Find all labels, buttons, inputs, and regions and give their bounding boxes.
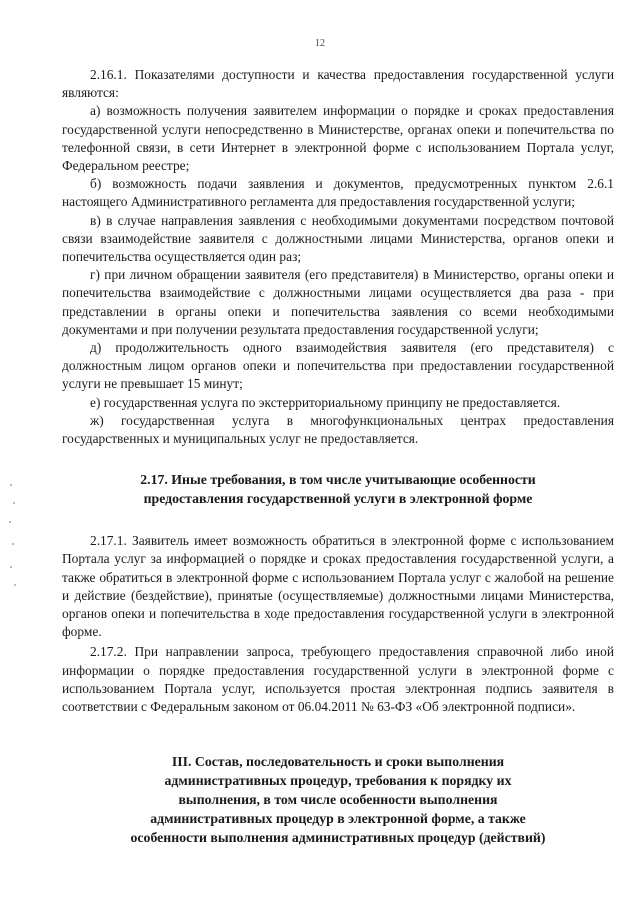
scan-margin-marks [4, 480, 22, 600]
scan-speck [10, 484, 12, 486]
page-number: 12 [315, 38, 325, 49]
document-body [62, 66, 614, 847]
paragraph-2-16-zh: ж) государственная услуга в многофункциональных центрах предоставления государственных и муниципальных услуг не предоставляется. [62, 412, 614, 447]
section-heading-2-17-line-1: 2.17. Иные требования, в том числе учитывающие особенности [140, 472, 536, 488]
paragraph-2-16-a: а) возможность получения заявителем информации о порядке и сроках предоставления государственной услуги непосредственно в Министерстве, органах опеки и попечительства по телефонной связи, в сети Интернет в электронной форме с использованием Портала услуг, Федеральном реестре; [62, 103, 614, 174]
scan-speck [14, 584, 16, 586]
paragraph-2-16-d: д) продолжительность одного взаимодействия заявителя (его представителя) с должностным лицом органов опеки и попечительства при предоставлении государственной услуги не превышает 15 минут; [62, 340, 614, 392]
paragraph-2-16-g: г) при личном обращении заявителя (его представителя) в Министерство, органы опеки и попечительства взаимодействие с должностными лицами осуществляется два раза - при представлении в органы опеки и попечительства заявления со всеми необходимыми документами и при получении результата предоставления государственной услуги; [62, 267, 614, 337]
paragraph-2-16-1: 2.16.1. Показателями доступности и качества предоставления государственной услуги являются: [62, 67, 614, 101]
section-heading-2-17-line-2: предоставления государственной услуги в электронной форме [143, 491, 533, 507]
paragraph-2-16-e: е) государственная услуга по экстерриториальному принципу не предоставляется. [90, 394, 561, 410]
section-heading-3 [62, 752, 614, 847]
paragraph-2-17-1: 2.17.1. Заявитель имеет возможность обратиться в электронной форме с использованием Портала услуг за информацией о порядке и сроках предоставления государственной услуги, а также обратиться в электронной форме с использованием Портала услуг с жалобой на решение и действие (бездействие), принятые (осуществляемые) должностными лицами Министерства, органов опеки и попечительства в ходе предоставления государственной услуги в электронной форме. [62, 533, 614, 640]
section-heading-2-17 [62, 470, 614, 508]
scan-speck [13, 502, 15, 504]
section-heading-3-line-5: особенности выполнения административных процедур (действий) [130, 830, 546, 846]
section-heading-3-line-4: административных процедур в электронной форме, а также [150, 811, 526, 827]
scan-speck [10, 566, 12, 568]
paragraph-2-16-v: в) в случае направления заявления с необходимыми документами посредством почтовой связи взаимодействие заявителя с должностными лицами Министерства, органов опеки и попечительства осуществляется один раз; [62, 212, 614, 265]
section-heading-3-line-1: III. Состав, последовательность и сроки выполнения [171, 754, 505, 770]
scan-speck [9, 521, 11, 523]
section-heading-3-line-2: административных процедур, требования к порядку их [164, 773, 512, 789]
section-heading-3-line-3: выполнения, в том числе особенности выполнения [178, 792, 498, 808]
paragraph-2-17-2: 2.17.2. При направлении запроса, требующего предоставления справочной либо иной информации о порядке предоставления государственной услуги в электронной форме с использованием Портала услуг, используется простая электронная подпись заявителя в соответствии с Федеральным законом от 06.04.2011 № 63-ФЗ «Об электронной подписи». [62, 644, 614, 715]
paragraph-2-16-b: б) возможность подачи заявления и документов, предусмотренных пунктом 2.6.1 настоящего Административного регламента для предоставления государственной услуги; [62, 176, 614, 210]
scan-speck [12, 543, 14, 545]
